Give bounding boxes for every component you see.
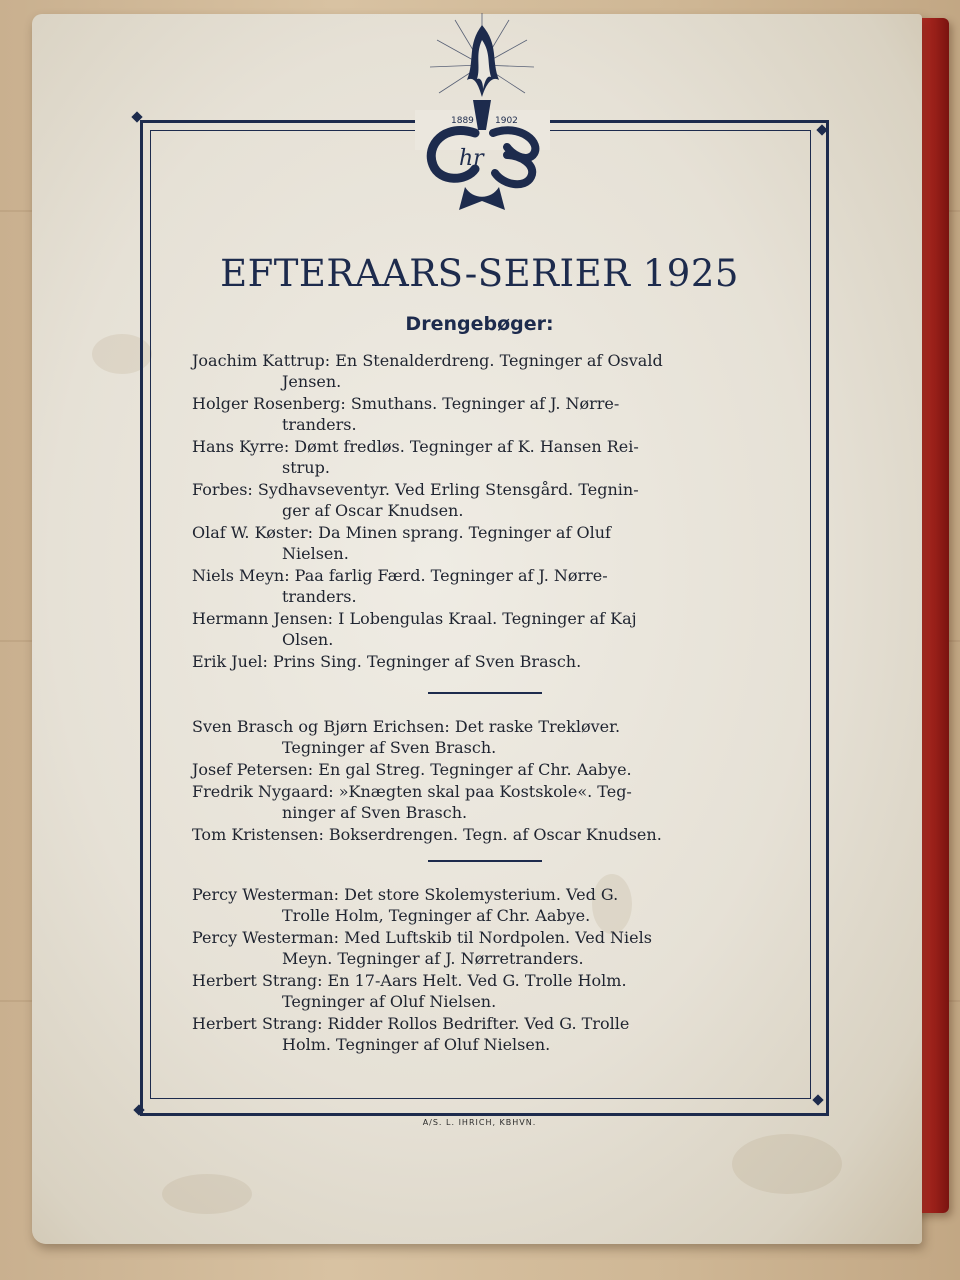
- book-list-group-1: [192, 350, 777, 673]
- emblem-year-right: 1902: [495, 116, 518, 126]
- page-title: EFTERAARS-SERIER 1925: [220, 252, 739, 295]
- list-item: Olaf W. Køster: Da Minen sprang. Tegninger af Oluf Nielsen.: [192, 523, 611, 563]
- list-item: Hans Kyrre: Dømt fredløs. Tegninger af K. Hansen Rei- strup.: [192, 437, 639, 477]
- list-item: Holger Rosenberg: Smuthans. Tegninger af J. Nørre- tranders.: [192, 394, 620, 434]
- list-item: Herbert Strang: En 17-Aars Helt. Ved G. Trolle Holm. Tegninger af Oluf Nielsen.: [192, 971, 627, 1011]
- book-list-group-3: [192, 884, 777, 1056]
- list-item: Herbert Strang: Ridder Rollos Bedrifter. Ved G. Trolle Holm. Tegninger af Oluf Nielsen.: [192, 1014, 630, 1054]
- list-item: Tom Kristensen: Bokserdrengen. Tegn. af Oscar Knudsen.: [192, 825, 662, 844]
- printer-imprint: A/S. L. IHRICH, KBHVN.: [422, 1118, 537, 1127]
- paper-stain: [732, 1134, 842, 1194]
- svg-text:hr: hr: [459, 146, 484, 171]
- list-item: Joachim Kattrup: En Stenalderdreng. Tegninger af Osvald Jensen.: [192, 351, 663, 391]
- list-item: Fredrik Nygaard: »Knægten skal paa Kostskole«. Teg- ninger af Sven Brasch.: [192, 782, 632, 822]
- section-heading: Drengebøger:: [405, 313, 554, 335]
- list-item: Forbes: Sydhavseventyr. Ved Erling Stensgård. Tegnin- ger af Oscar Knudsen.: [192, 480, 639, 520]
- list-item: Josef Petersen: En gal Streg. Tegninger af Chr. Aabye.: [192, 760, 632, 779]
- section-divider: [428, 860, 542, 862]
- list-item: Sven Brasch og Bjørn Erichsen: Det raske Trekløver. Tegninger af Sven Brasch.: [192, 717, 621, 757]
- book-list-group-2: [192, 716, 777, 846]
- chr-e-torch-monogram-icon: [415, 5, 550, 220]
- list-item: Hermann Jensen: I Lobengulas Kraal. Tegninger af Kaj Olsen.: [192, 609, 637, 649]
- emblem-year-left: 1889: [451, 116, 474, 126]
- list-item: Erik Juel: Prins Sing. Tegninger af Sven Brasch.: [192, 652, 582, 671]
- list-item: Niels Meyn: Paa farlig Færd. Tegninger af J. Nørre- tranders.: [192, 566, 608, 606]
- paper-stain: [162, 1174, 252, 1214]
- list-item: Percy Westerman: Det store Skolemysterium. Ved G. Trolle Holm, Tegninger af Chr. Aabye.: [192, 885, 619, 925]
- section-divider: [428, 692, 542, 694]
- list-item: Percy Westerman: Med Luftskib til Nordpolen. Ved Niels Meyn. Tegninger af J. Nørretranders.: [192, 928, 652, 968]
